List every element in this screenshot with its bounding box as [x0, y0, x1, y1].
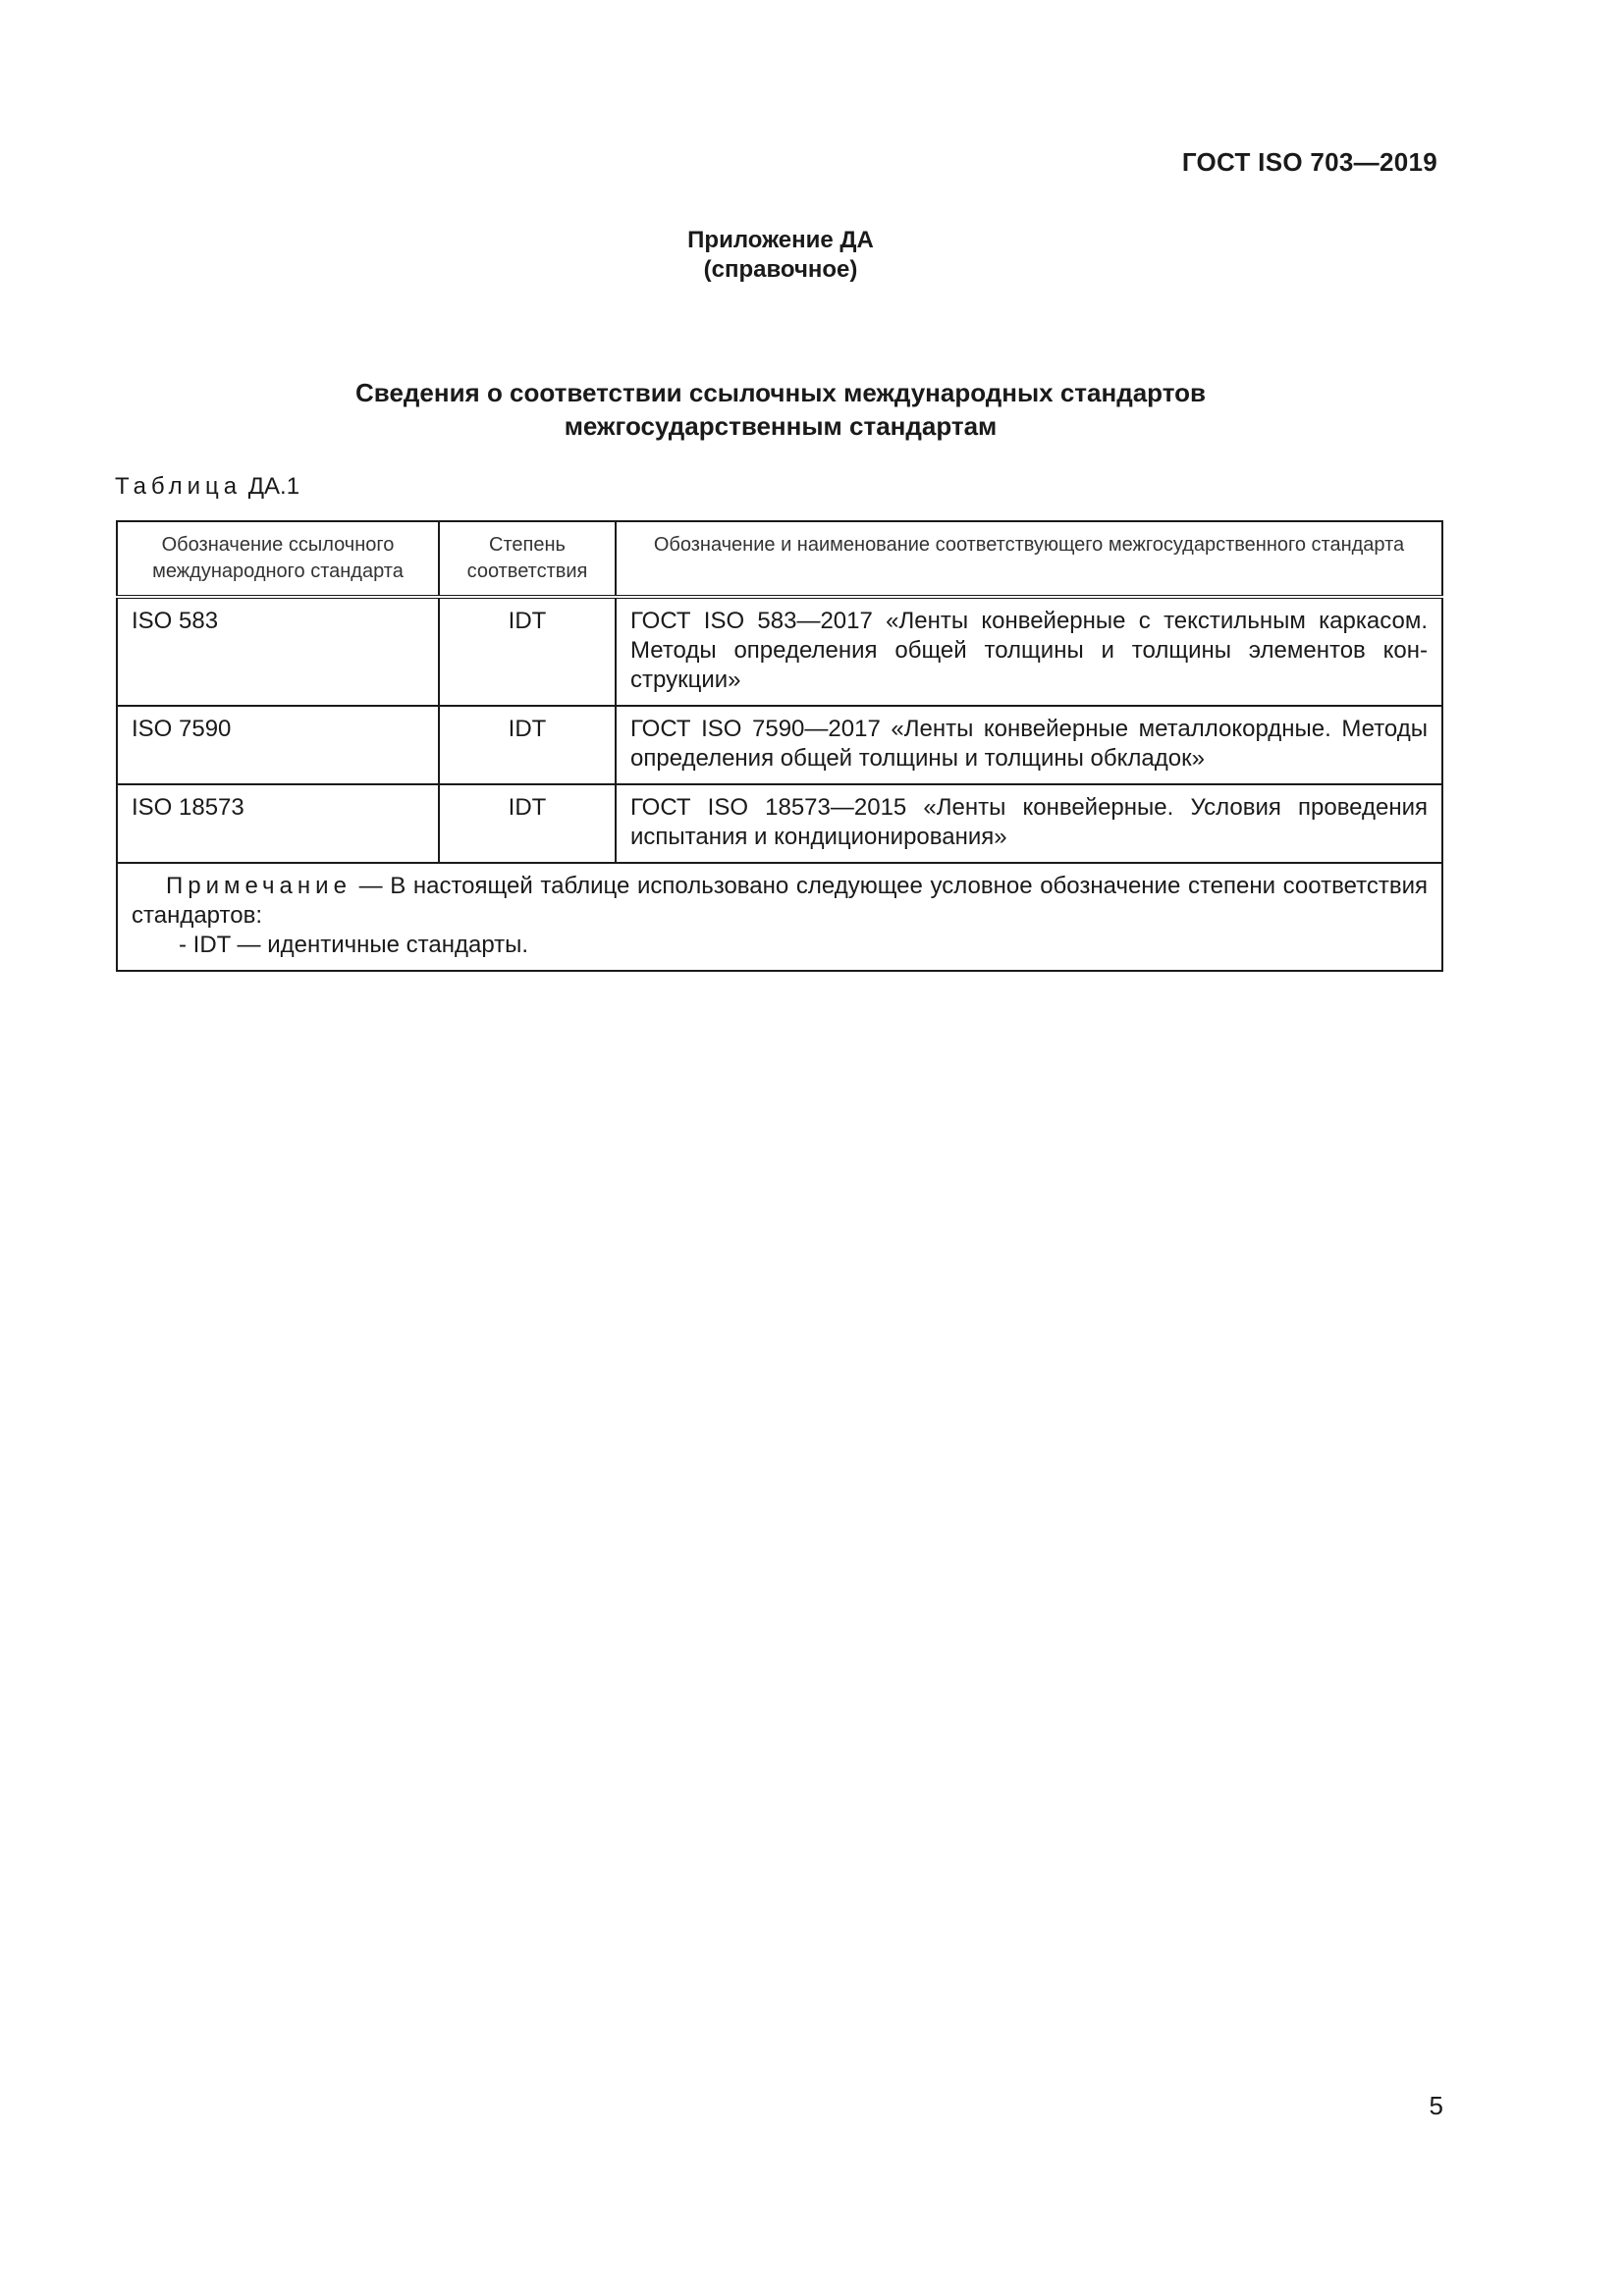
cell-standard: ISO 583 [117, 597, 439, 706]
table-caption-word: Таблица [115, 473, 243, 500]
table-row [117, 597, 1442, 706]
note-label: Примечание [166, 873, 352, 899]
header-reference-standard: Обозначение ссылочного международного стандарта [117, 521, 439, 597]
cell-degree: IDT [439, 597, 616, 706]
document-code: ГОСТ ISO 703—2019 [1181, 147, 1437, 177]
appendix-heading [0, 226, 1561, 285]
section-title-line-2: межгосударственным стандартам [564, 411, 998, 441]
table-caption [115, 473, 299, 501]
cell-name: ГОСТ ISO 7590—2017 «Ленты конвейерные металлокордные. Методы определения общей толщины и толщины обкладок» [616, 706, 1442, 784]
note-item: - IDT — идентичные стандарты. [179, 932, 529, 958]
table-note [117, 863, 1442, 971]
note-text: — В настоящей таблице использовано следующее условное обозначение степени соответствия стандартов: [132, 873, 1428, 929]
table-note-row [117, 863, 1442, 971]
appendix-subtitle: (справочное) [703, 256, 858, 283]
table-caption-number: ДА.1 [247, 473, 300, 500]
cell-name: ГОСТ ISO 18573—2015 «Ленты конвейерные. Условия проведения испытания и кондиционирования» [616, 784, 1442, 863]
standards-table [116, 520, 1443, 972]
cell-degree: IDT [439, 706, 616, 784]
cell-standard: ISO 18573 [117, 784, 439, 863]
cell-name: ГОСТ ISO 583—2017 «Ленты конвейерные с текстильным каркасом. Методы определения общей толщины и толщины элементов конструкции» [616, 597, 1442, 706]
table-header-row [117, 521, 1442, 597]
section-title [0, 376, 1561, 443]
cell-degree: IDT [439, 784, 616, 863]
table-row [117, 784, 1442, 863]
page-number: 5 [1429, 2091, 1443, 2120]
section-title-line-1: Сведения о соответствии ссылочных международных стандартов [355, 378, 1206, 407]
table-row [117, 706, 1442, 784]
header-degree: Степень соответствия [439, 521, 616, 597]
header-interstate-standard: Обозначение и наименование соответствующего межгосударственного стандарта [616, 521, 1442, 597]
cell-standard: ISO 7590 [117, 706, 439, 784]
appendix-title: Приложение ДА [687, 227, 874, 253]
